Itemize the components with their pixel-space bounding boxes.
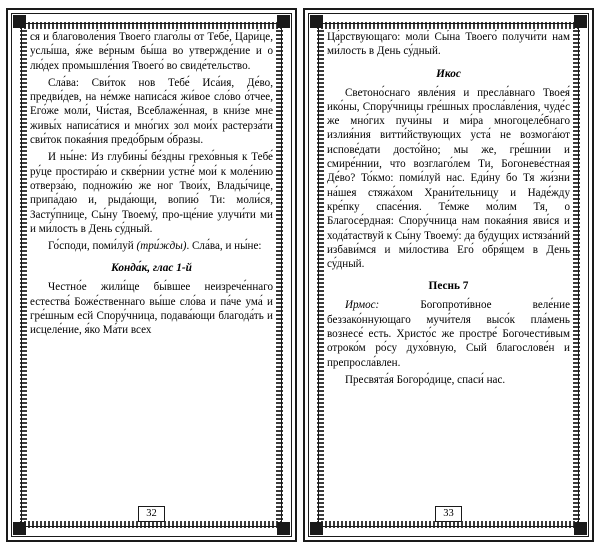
page-number-value: 32 [138,506,165,522]
corner-ornament-icon [277,522,290,535]
right-page [303,8,594,542]
paragraph: Пресвята́я Богоро́дице, спаси́ нас. [345,373,506,386]
paragraph: ся и благоволе́ния Твоего́ глаго́лы от Тебе́, Цари́це, услы́ша, я́же ве́рным бы́ша во утвержде́ние и о лю́дех промышле́ния Твоего́ во свиде́тельство. [30,31,273,72]
left-page [6,8,297,542]
left-page-text [30,30,273,498]
page-number-value: 33 [435,506,462,522]
page-number-right [303,506,594,522]
paragraph: Светоно́снаго явле́ния и пресла́внаго Твоея́ ико́ны, Спору́чницы гре́шных просла́вле́ния, чуде́с же мно́гих пучи́ны и ми́ра многоцеле́бнаго излия́ния витти́йствующих уста́ не возмога́ют испове́дати досто́йно; мы же, гре́шнии и смире́ннии, что возглаго́лем Ти, Богоневе́стная Де́во? То́кмо: поми́луй нас. Еди́ну бо Тя жи́зни на́шея стяжа́хом Храни́тельницу и Наде́жду кре́пку спасе́ния. Те́мже мо́лим Тя, о Благосе́рдная: Спору́чница нам покая́ния яви́ся и хода́таствуй к Сы́ну Твоему́: да бу́дущих истяза́ний избави́мся и ми́лостива Его́ обря́щем в День су́дный. [327,86,570,271]
paragraph: Ца́рствующаго: моли́ Сы́на Твоего́ получи́ти нам ми́лость в День су́дный. [327,31,570,58]
corner-ornament-icon [574,15,587,28]
section-heading-ode: Песнь 7 [428,280,469,293]
paragraph: И ны́не: Из глубины́ бе́здны грехо́вныя к Тебе́ ру́це простира́ю и скве́рнии устне́ мои́ к моле́нию отверза́ю, подножи́ю же ног Твои́х, Влады́чице, припа́даю и, рыда́ющи, вопию́ Ти: моли́ся, Засту́пнице, Сы́ну Твоему́, про-ще́ние улучи́ти ми и ми́лость в День су́дный. [30,151,273,235]
corner-ornament-icon [13,15,26,28]
corner-ornament-icon [310,522,323,535]
section-heading-ikos: Икос [436,67,461,80]
right-page-text [327,30,570,498]
section-heading-kontakion: Конда́к, глас 1-й [111,262,192,275]
paragraph: Сла́ва: Сви́ток нов Тебе́ Иса́ия, Де́во, предви́дев, на не́мже написа́ся жи́вое сло́во о́тчее, Его́же моли́, Чи́стая, Всеблаже́нная, в кни́зе мне живы́х написа́тися и мно́гих зол мои́х растерза́ти сви́ток покая́ния предо́брым о́бразы. [30,76,273,147]
corner-ornament-icon [277,15,290,28]
paragraph: Го́споди, поми́луй (три́жды). Сла́ва, и ны́не: [48,240,262,253]
corner-ornament-icon [13,522,26,535]
page-number-left [6,506,297,522]
paragraph-irmos: Ирмос: Богопроти́вное веле́ние беззако́ннующаго мучи́теля высо́к пла́мень вознесе́ есть. Христо́с же простре́ Богочести́вым отроко́м ро́су духо́вную, Сый благослове́н и препросла́влен. [327,299,570,369]
corner-ornament-icon [574,522,587,535]
paragraph: Честно́е жили́ще бы́вшее неизрече́ннаго естества́ Боже́ственнаго вы́ше сло́ва и па́че ума́ и гре́шным есй Спору́чница, подава́ющи благода́ть и исцеле́ние, я́ко Ма́ти всех [30,281,273,337]
corner-ornament-icon [310,15,323,28]
